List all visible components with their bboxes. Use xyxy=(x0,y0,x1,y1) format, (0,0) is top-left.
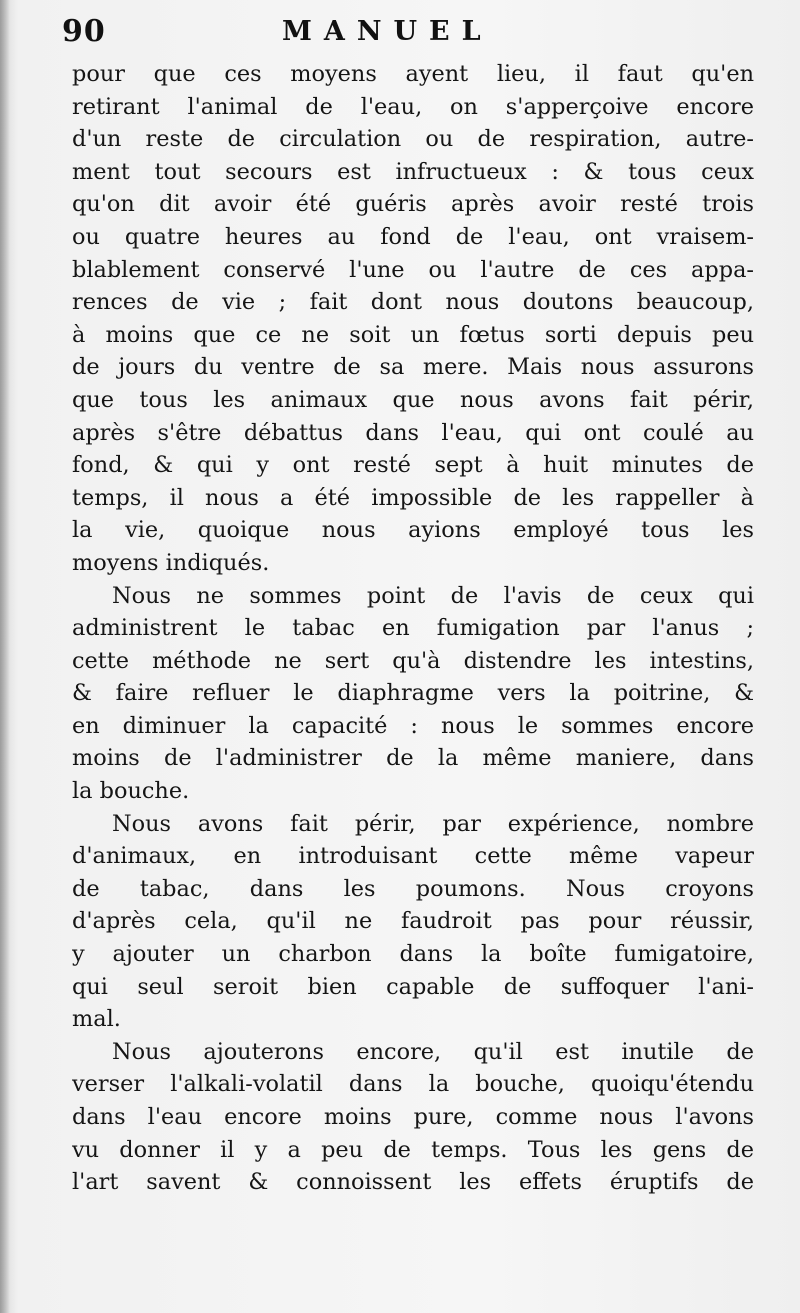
running-title: MANUEL xyxy=(282,16,493,47)
text-line: ment tout secours est infructueux : & tous ceux xyxy=(72,158,754,185)
text-line: verser l'alkali-volatil dans la bouche, quoiqu'étendu xyxy=(72,1071,754,1098)
text-line: moins de l'administrer de la même maniere, dans xyxy=(72,745,754,772)
text-line: temps, il nous a été impossible de les rappeller à xyxy=(72,484,754,511)
text-line: après s'être débattus dans l'eau, qui ont coulé au xyxy=(72,419,754,446)
text-line: moyens indiqués. xyxy=(72,549,270,576)
paragraph-first-line: Nous ajouterons encore, qu'il est inutile de xyxy=(112,1038,754,1065)
text-line: de jours du ventre de sa mere. Mais nous assurons xyxy=(72,354,754,381)
text-line: que tous les animaux que nous avons fait périr, xyxy=(72,386,754,413)
text-line: l'art savent & connoissent les effets éruptifs de xyxy=(72,1169,754,1196)
text-line: dans l'eau encore moins pure, comme nous l'avons xyxy=(72,1104,754,1130)
text-line: de tabac, dans les poumons. Nous croyons xyxy=(72,875,754,902)
text-line: la bouche. xyxy=(72,778,190,805)
text-line: rences de vie ; fait dont nous doutons beaucoup, xyxy=(72,289,754,316)
text-line: ou quatre heures au fond de l'eau, ont vraisem- xyxy=(72,223,754,250)
text-line: d'un reste de circulation ou de respiration, autre- xyxy=(72,126,754,153)
text-line: qui seul seroit bien capable de suffoquer l'ani- xyxy=(72,973,754,1000)
spine-shadow xyxy=(0,0,10,1313)
page-header xyxy=(62,8,742,52)
text-line: y ajouter un charbon dans la boîte fumigatoire, xyxy=(72,941,754,968)
paragraph-first-line: Nous ne sommes point de l'avis de ceux qui xyxy=(112,582,754,609)
text-line: administrent le tabac en fumigation par l'anus ; xyxy=(72,615,754,642)
text-line: vu donner il y a peu de temps. Tous les gens de xyxy=(72,1136,754,1163)
text-line: à moins que ce ne soit un fœtus sorti depuis peu xyxy=(72,321,754,348)
text-line: cette méthode ne sert qu'à distendre les intestins, xyxy=(72,647,754,674)
text-line: blablement conservé l'une ou l'autre de ces appa- xyxy=(72,256,754,283)
text-line: en diminuer la capacité : nous le sommes encore xyxy=(72,712,754,739)
text-line: & faire refluer le diaphragme vers la poitrine, & xyxy=(72,680,754,707)
paragraph-first-line: Nous avons fait périr, par expérience, nombre xyxy=(112,810,754,837)
page-number: 90 xyxy=(62,14,106,49)
text-line: d'animaux, en introduisant cette même vapeur xyxy=(72,843,754,870)
text-line: pour que ces moyens ayent lieu, il faut qu'en xyxy=(72,61,754,87)
text-line: la vie, quoique nous ayions employé tous les xyxy=(72,517,754,544)
text-line: fond, & qui y ont resté sept à huit minutes de xyxy=(72,452,754,479)
text-line: retirant l'animal de l'eau, on s'apperçoive encore xyxy=(72,93,754,120)
text-line: mal. xyxy=(72,1006,121,1033)
text-line: d'après cela, qu'il ne faudroit pas pour réussir, xyxy=(72,908,754,935)
body-text xyxy=(72,58,754,1199)
text-line: qu'on dit avoir été guéris après avoir resté trois xyxy=(72,191,754,218)
